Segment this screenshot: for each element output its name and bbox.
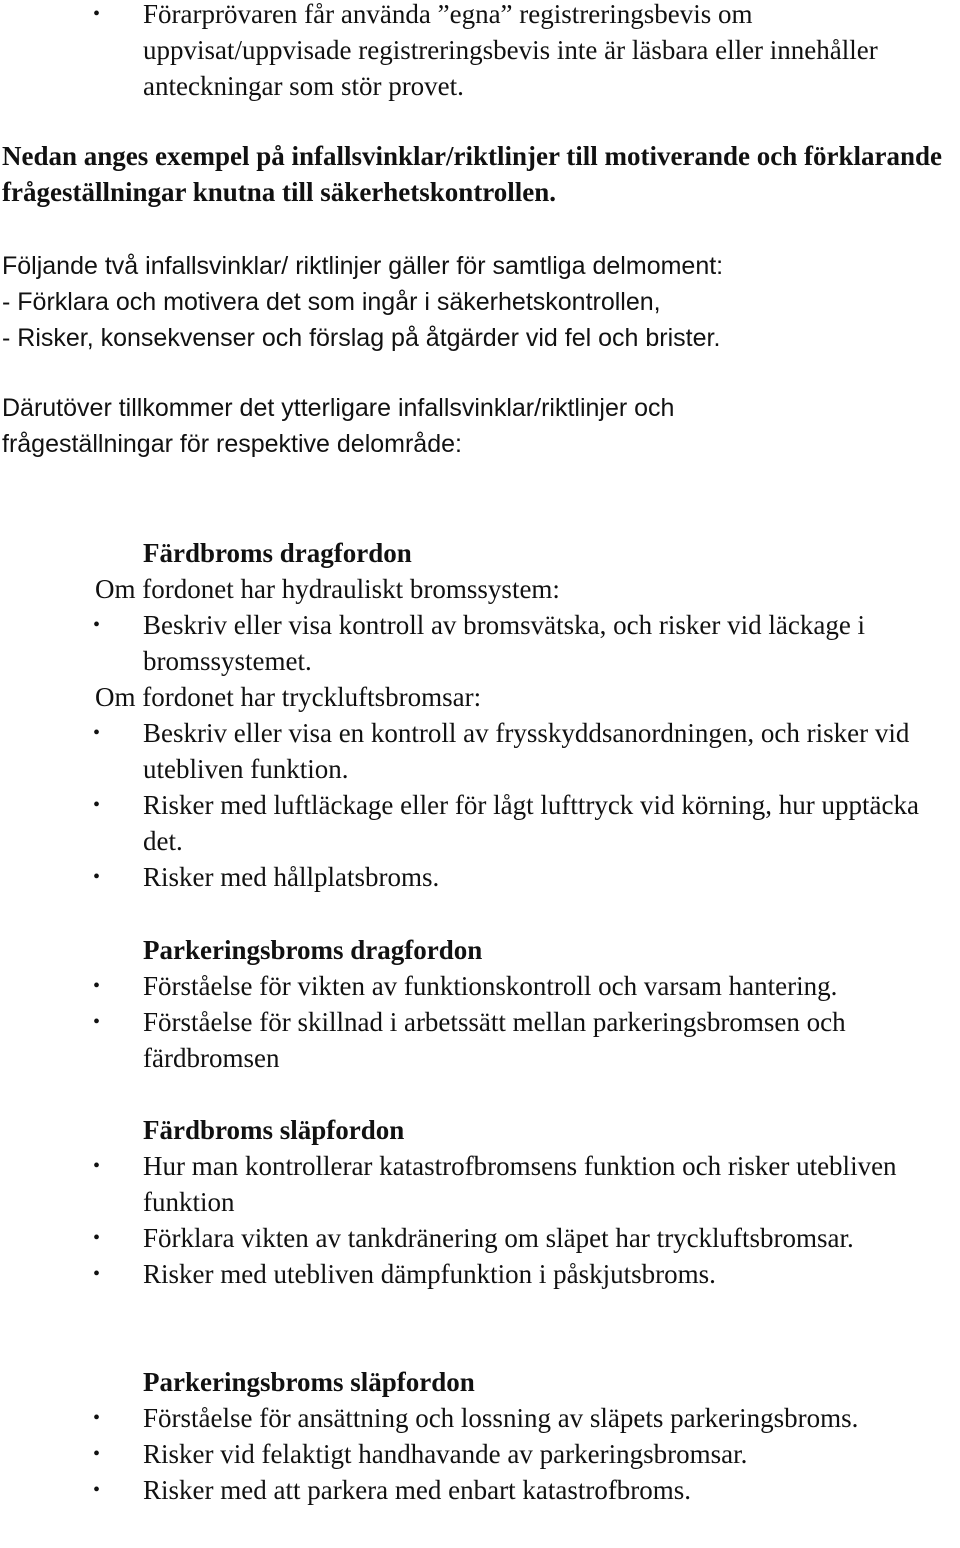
list-item: • Risker med luftläckage eller för lågt lufttryck vid körning, hur upptäcka det. (93, 790, 919, 856)
list-item: • Förklara vikten av tankdränering om släpet har tryckluftsbromsar. (93, 1223, 854, 1253)
section-subtitle: Om fordonet har tryckluftsbromsar: (95, 682, 482, 712)
list-item: • Risker med att parkera med enbart katastrofbroms. (93, 1475, 692, 1505)
examples-heading: Nedan anges exempel på infallsvinklar/riktlinjer till motiverande och förklarande frågeställningar knutna till säkerhetskontrollen. (2, 141, 942, 207)
guidelines-intro: Följande två infallsvinklar/ riktlinjer gäller för samtliga delmoment: (2, 252, 724, 280)
section-subtitle: Om fordonet har hydrauliskt bromssystem: (95, 574, 560, 604)
section-fardbroms-slapfordon (0, 1112, 960, 1292)
guideline-line-1: - Förklara och motivera det som ingår i säkerhetskontrollen, (2, 288, 661, 316)
list-item: • Förståelse för ansättning och lossning av släpets parkeringsbroms. (93, 1403, 859, 1433)
list-item: • Beskriv eller visa kontroll av bromsvätska, och risker vid läckage i bromssystemet. (93, 610, 866, 676)
section-title: Parkeringsbroms dragfordon (143, 935, 483, 965)
additional-text: Därutöver tillkommer det ytterligare infallsvinklar/riktlinjer och frågeställningar för respektive delområde: (2, 394, 675, 458)
list-item: • Risker med utebliven dämpfunktion i påskjutsbroms. (93, 1259, 716, 1289)
section-title: Färdbroms dragfordon (143, 538, 412, 568)
general-guidelines (0, 248, 952, 356)
list-item: • Risker vid felaktigt handhavande av parkeringsbromsar. (93, 1439, 748, 1469)
list-item: • Risker med hållplatsbroms. (93, 862, 440, 892)
list-item: • Beskriv eller visa en kontroll av frysskyddsanordningen, och risker vid utebliven funktion. (93, 718, 910, 784)
section-title: Parkeringsbroms släpfordon (143, 1367, 475, 1397)
intro-bullet-text: Förarprövaren får använda ”egna” registreringsbevis om uppvisat/uppvisade registreringsbevis inte är läsbara eller innehåller anteckningar som stör provet. (143, 0, 878, 101)
intro-bullet (0, 0, 960, 104)
list-item: • Förståelse för vikten av funktionskontroll och varsam hantering. (93, 971, 838, 1001)
section-parkeringsbroms-dragfordon (0, 932, 960, 1076)
bullet-marker: • (93, 3, 101, 25)
guideline-line-2: - Risker, konsekvenser och förslag på åtgärder vid fel och brister. (2, 324, 721, 352)
section-title: Färdbroms släpfordon (143, 1115, 405, 1145)
section-fardbroms-dragfordon (0, 535, 960, 895)
list-item: • Hur man kontrollerar katastrofbromsens funktion och risker utebliven funktion (93, 1151, 897, 1217)
list-item: • Förståelse för skillnad i arbetssätt mellan parkeringsbromsen och färdbromsen (93, 1007, 846, 1073)
section-parkeringsbroms-slapfordon (0, 1364, 960, 1508)
